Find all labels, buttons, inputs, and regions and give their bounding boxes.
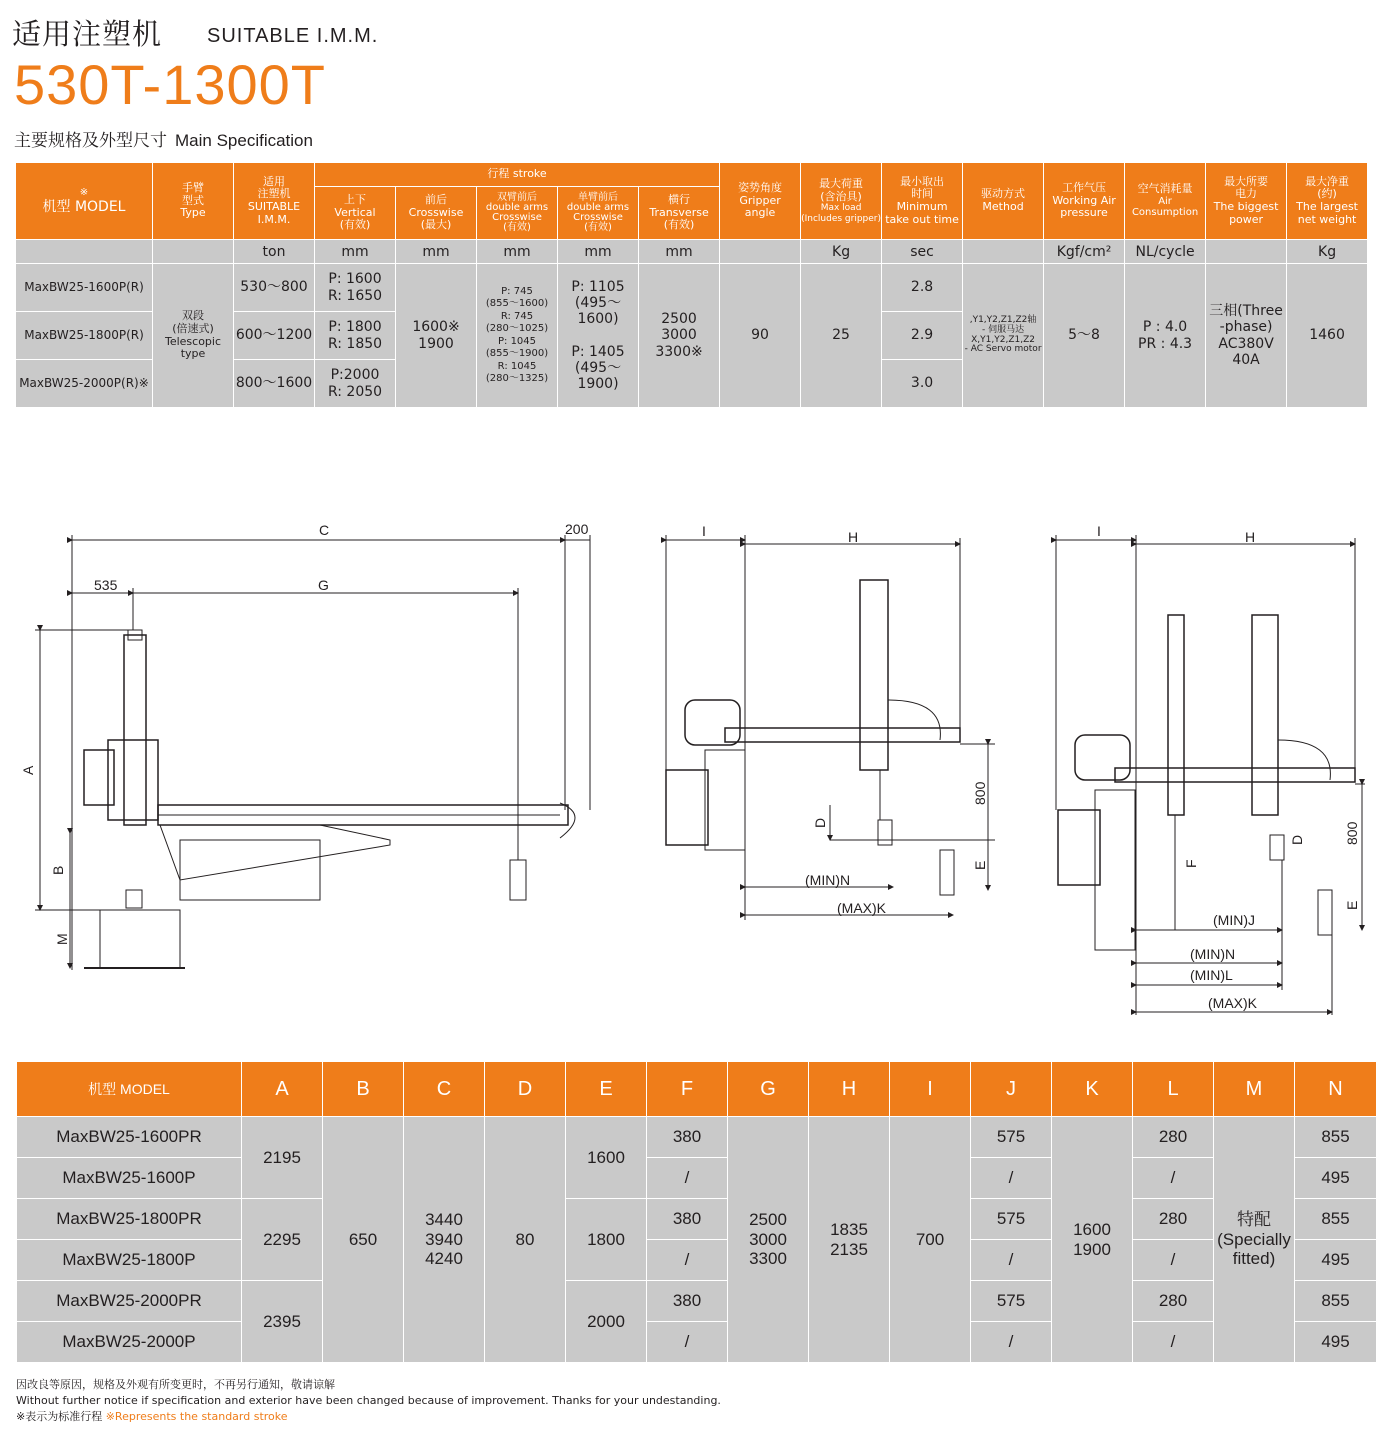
dim-l: /	[1133, 1322, 1214, 1363]
dim-label-800: 800	[1344, 821, 1360, 845]
dim-label-b: B	[50, 865, 66, 875]
spec-consumption: P : 4.0 PR : 4.3	[1125, 264, 1206, 408]
dim-label-f: F	[1183, 859, 1199, 868]
consumption-en: Air Consumption	[1131, 195, 1199, 219]
dim-j: 575	[971, 1117, 1052, 1158]
weight-cn: 最大净重 (约)	[1305, 174, 1350, 201]
footnote-mark-en: ※Represents the standard stroke	[105, 1410, 288, 1423]
footnote-cn: 因改良等原因，规格及外观有所变更时，不再另行通知，敬请谅解	[16, 1378, 335, 1391]
tonnage-range: 530T-1300T	[14, 53, 326, 116]
dim-n: 855	[1295, 1281, 1377, 1322]
dim-label-a: A	[20, 765, 36, 775]
dim-f: /	[647, 1240, 728, 1281]
dim-label-min-l: (MIN)L	[1190, 967, 1233, 983]
dim-j: /	[971, 1240, 1052, 1281]
dim-label-c: C	[319, 522, 330, 538]
spec-header-model	[16, 163, 153, 240]
dim-row-model: MaxBW25-1800PR	[17, 1199, 242, 1240]
dim-l: 280	[1133, 1199, 1214, 1240]
dim-label-d: D	[1289, 834, 1305, 845]
unit-consumption: NL/cycle	[1125, 240, 1206, 264]
model-header-label: 机型 MODEL	[42, 198, 126, 215]
imm-cn: 适用 注塑机	[257, 174, 291, 201]
spec-header-power	[1206, 163, 1287, 240]
side-view-labels	[20, 521, 589, 945]
unit-cell	[153, 240, 234, 264]
spec-header-gripper	[720, 163, 801, 240]
dim-label-e: E	[972, 860, 988, 870]
spec-air: 5～8	[1044, 264, 1125, 408]
footnote-en: Without further notice if specification and exterior have been changed because of improvement. Thanks for your undestanding.	[16, 1394, 721, 1407]
dim-label-max-k: (MAX)K	[1208, 995, 1257, 1011]
dim-l: /	[1133, 1240, 1214, 1281]
spec-header-transverse: 横行 Transverse (有效)	[639, 187, 720, 240]
method-cn: 驱动方式	[981, 187, 1026, 201]
dim-header-l: L	[1133, 1062, 1214, 1117]
dim-f: 380	[647, 1199, 728, 1240]
dim-header-a: A	[242, 1062, 323, 1117]
spec-row-imm: 600～1200	[234, 312, 315, 360]
power-cn: 最大所要 电力	[1224, 174, 1269, 201]
spec-header-crosswise: 前后 Crosswise (最大)	[396, 187, 477, 240]
spec-header-load	[801, 163, 882, 240]
dim-header-j: J	[971, 1062, 1052, 1117]
spec-row-model: MaxBW25-1600P(R)	[16, 264, 153, 312]
spec-header-time	[882, 163, 963, 240]
spec-header-type	[153, 163, 234, 240]
dim-j: 575	[971, 1281, 1052, 1322]
subtitle-en: Main Specification	[175, 131, 313, 150]
spec-single-arm: P: 1105 (495～1600) P: 1405 (495～1900)	[558, 264, 639, 408]
dim-k: 1600 1900	[1052, 1117, 1133, 1363]
dim-label-200: 200	[565, 521, 589, 537]
dim-label-g: G	[318, 577, 329, 593]
air-en: Working Air pressure	[1052, 193, 1116, 220]
dim-row-model: MaxBW25-2000P	[17, 1322, 242, 1363]
dim-f: /	[647, 1322, 728, 1363]
spec-power: 三相(Three -phase) AC380V 40A	[1206, 264, 1287, 408]
air-cn: 工作气压	[1062, 181, 1107, 195]
unit-transverse: mm	[639, 240, 720, 264]
dim-header-c: C	[404, 1062, 485, 1117]
dim-label-e: E	[1344, 900, 1360, 910]
spec-header-method	[963, 163, 1044, 240]
dim-row-model: MaxBW25-1800P	[17, 1240, 242, 1281]
dim-header-e: E	[566, 1062, 647, 1117]
front-view-drawing	[666, 535, 995, 920]
spec-header-double-arms: 双臂前后 double arms Crosswise (有效)	[477, 187, 558, 240]
dimension-table	[16, 1061, 1377, 1363]
spec-row-time: 2.8	[882, 264, 963, 312]
type-cn: 手臂 型式	[182, 181, 204, 207]
dim-f: 380	[647, 1117, 728, 1158]
dim-row-model: MaxBW25-1600PR	[17, 1117, 242, 1158]
dim-f: /	[647, 1158, 728, 1199]
unit-single-arm: mm	[558, 240, 639, 264]
dim-label-800: 800	[972, 781, 988, 805]
dim-label-h: H	[848, 529, 859, 545]
unit-crosswise: mm	[396, 240, 477, 264]
footnote-mark-cn: ※表示为标准行程	[16, 1410, 103, 1423]
dim-label-min-n: (MIN)N	[1190, 946, 1236, 962]
technical-drawings	[0, 500, 1392, 1040]
spec-gripper: 90	[720, 264, 801, 408]
dim-a: 2395	[242, 1281, 323, 1363]
dim-header-b: B	[323, 1062, 404, 1117]
spec-method: ,Y1,Y2,Z1,Z2轴 - 伺服马达 X,Y1,Y2,Z1,Z2 - AC Servo motor	[963, 264, 1044, 408]
dim-n: 855	[1295, 1117, 1377, 1158]
dim-n: 495	[1295, 1158, 1377, 1199]
dim-label-i: I	[1097, 523, 1101, 539]
spec-row-vertical: P: 1800 R: 1850	[315, 312, 396, 360]
unit-imm: ton	[234, 240, 315, 264]
dim-e: 1600	[566, 1117, 647, 1199]
page-title-cn: 适用注塑机	[12, 17, 163, 51]
unit-time: sec	[882, 240, 963, 264]
spec-header-stroke: 行程 stroke	[315, 163, 720, 187]
dim-a: 2295	[242, 1199, 323, 1281]
dim-j: /	[971, 1322, 1052, 1363]
dim-l: 280	[1133, 1281, 1214, 1322]
spec-transverse: 2500 3000 3300※	[639, 264, 720, 408]
dim-n: 495	[1295, 1240, 1377, 1281]
spec-crosswise: 1600※ 1900	[396, 264, 477, 408]
section-subtitle	[14, 126, 313, 151]
dim-l: /	[1133, 1158, 1214, 1199]
dim-row-model: MaxBW25-1600P	[17, 1158, 242, 1199]
dim-e: 2000	[566, 1281, 647, 1363]
type-en: Type	[180, 206, 206, 220]
dim-label-535: 535	[94, 577, 118, 593]
spec-row-imm: 530～800	[234, 264, 315, 312]
dim-j: /	[971, 1158, 1052, 1199]
dim-n: 495	[1295, 1322, 1377, 1363]
consumption-cn: 空气消耗量	[1137, 182, 1193, 196]
dim-header-model: 机型 MODEL	[17, 1062, 242, 1117]
power-en: The biggest power	[1213, 200, 1279, 226]
dim-row-model: MaxBW25-2000PR	[17, 1281, 242, 1322]
unit-vertical: mm	[315, 240, 396, 264]
dim-header-i: I	[890, 1062, 971, 1117]
spec-table	[15, 162, 1392, 408]
dim-label-m: M	[54, 933, 70, 945]
unit-load: Kg	[801, 240, 882, 264]
dim-label-h: H	[1245, 529, 1256, 545]
time-cn: 最小取出 时间	[900, 174, 945, 201]
spec-header-vertical: 上下 Vertical (有效)	[315, 187, 396, 240]
dim-header-f: F	[647, 1062, 728, 1117]
dim-e: 1800	[566, 1199, 647, 1281]
side-view-drawing	[35, 535, 590, 970]
unit-double-arms: mm	[477, 240, 558, 264]
dim-header-g: G	[728, 1062, 809, 1117]
spec-header-single-arm: 单臂前后 double arms Crosswise (有效)	[558, 187, 639, 240]
dim-label-d: D	[812, 817, 828, 828]
dim-header-d: D	[485, 1062, 566, 1117]
spec-row-model: MaxBW25-2000P(R)※	[16, 360, 153, 408]
spec-type: 双段 (倍速式) Telescopic type	[153, 264, 234, 408]
spec-load: 25	[801, 264, 882, 408]
dim-header-n: N	[1295, 1062, 1377, 1117]
dim-b: 650	[323, 1117, 404, 1363]
spec-row-model: MaxBW25-1800P(R)	[16, 312, 153, 360]
dim-f: 380	[647, 1281, 728, 1322]
spec-double-arms: P: 745 (855～1600) R: 745 (280～1025) P: 1045 (855～1900) R: 1045 (280～1325)	[477, 264, 558, 408]
spec-header-weight	[1287, 163, 1368, 240]
dim-l: 280	[1133, 1117, 1214, 1158]
imm-en: SUITABLE I.M.M.	[247, 200, 301, 226]
gripper-cn: 姿势角度	[738, 181, 783, 195]
unit-air: Kgf/cm²	[1044, 240, 1125, 264]
method-en: Method	[982, 200, 1024, 213]
front-view-double-arm-drawing	[1056, 535, 1365, 1015]
unit-cell	[720, 240, 801, 264]
spec-row-vertical: P: 1600 R: 1650	[315, 264, 396, 312]
dim-h: 1835 2135	[809, 1117, 890, 1363]
dim-header-k: K	[1052, 1062, 1133, 1117]
dim-g: 2500 3000 3300	[728, 1117, 809, 1363]
dim-header-h: H	[809, 1062, 890, 1117]
weight-en: The largest net weight	[1296, 200, 1358, 226]
load-cn: 最大荷重 (含治具)	[819, 177, 864, 203]
dim-i: 700	[890, 1117, 971, 1363]
page-title-en: SUITABLE I.M.M.	[207, 25, 379, 47]
subtitle-cn: 主要规格及外型尺寸	[14, 131, 167, 151]
dim-j: 575	[971, 1199, 1052, 1240]
unit-weight: Kg	[1287, 240, 1368, 264]
spec-header-consumption	[1125, 163, 1206, 240]
unit-cell	[963, 240, 1044, 264]
dim-m: 特配 (Specially fitted)	[1214, 1117, 1295, 1363]
standard-mark: ※	[79, 187, 89, 199]
spec-header-imm	[234, 163, 315, 240]
dim-d: 80	[485, 1117, 566, 1363]
dim-label-max-k: (MAX)K	[837, 900, 886, 916]
spec-row-imm: 800～1600	[234, 360, 315, 408]
dim-label-min-j: (MIN)J	[1213, 912, 1255, 928]
dim-label-min-n: (MIN)N	[805, 872, 851, 888]
spec-row-time: 2.9	[882, 312, 963, 360]
gripper-en: Gripper angle	[739, 193, 781, 220]
unit-cell	[16, 240, 153, 264]
spec-row-time: 3.0	[882, 360, 963, 408]
dim-a: 2195	[242, 1117, 323, 1199]
dim-label-i: I	[702, 523, 706, 539]
spec-header-air	[1044, 163, 1125, 240]
footnote-mark	[16, 1409, 721, 1425]
dim-c: 3440 3940 4240	[404, 1117, 485, 1363]
time-en: Minimum take out time	[885, 200, 959, 226]
load-en: Max load (Includes gripper)	[801, 203, 882, 224]
dim-n: 855	[1295, 1199, 1377, 1240]
footnotes	[16, 1377, 721, 1425]
spec-row-vertical: P:2000 R: 2050	[315, 360, 396, 408]
spec-weight: 1460	[1287, 264, 1368, 408]
unit-cell	[1206, 240, 1287, 264]
dim-header-m: M	[1214, 1062, 1295, 1117]
